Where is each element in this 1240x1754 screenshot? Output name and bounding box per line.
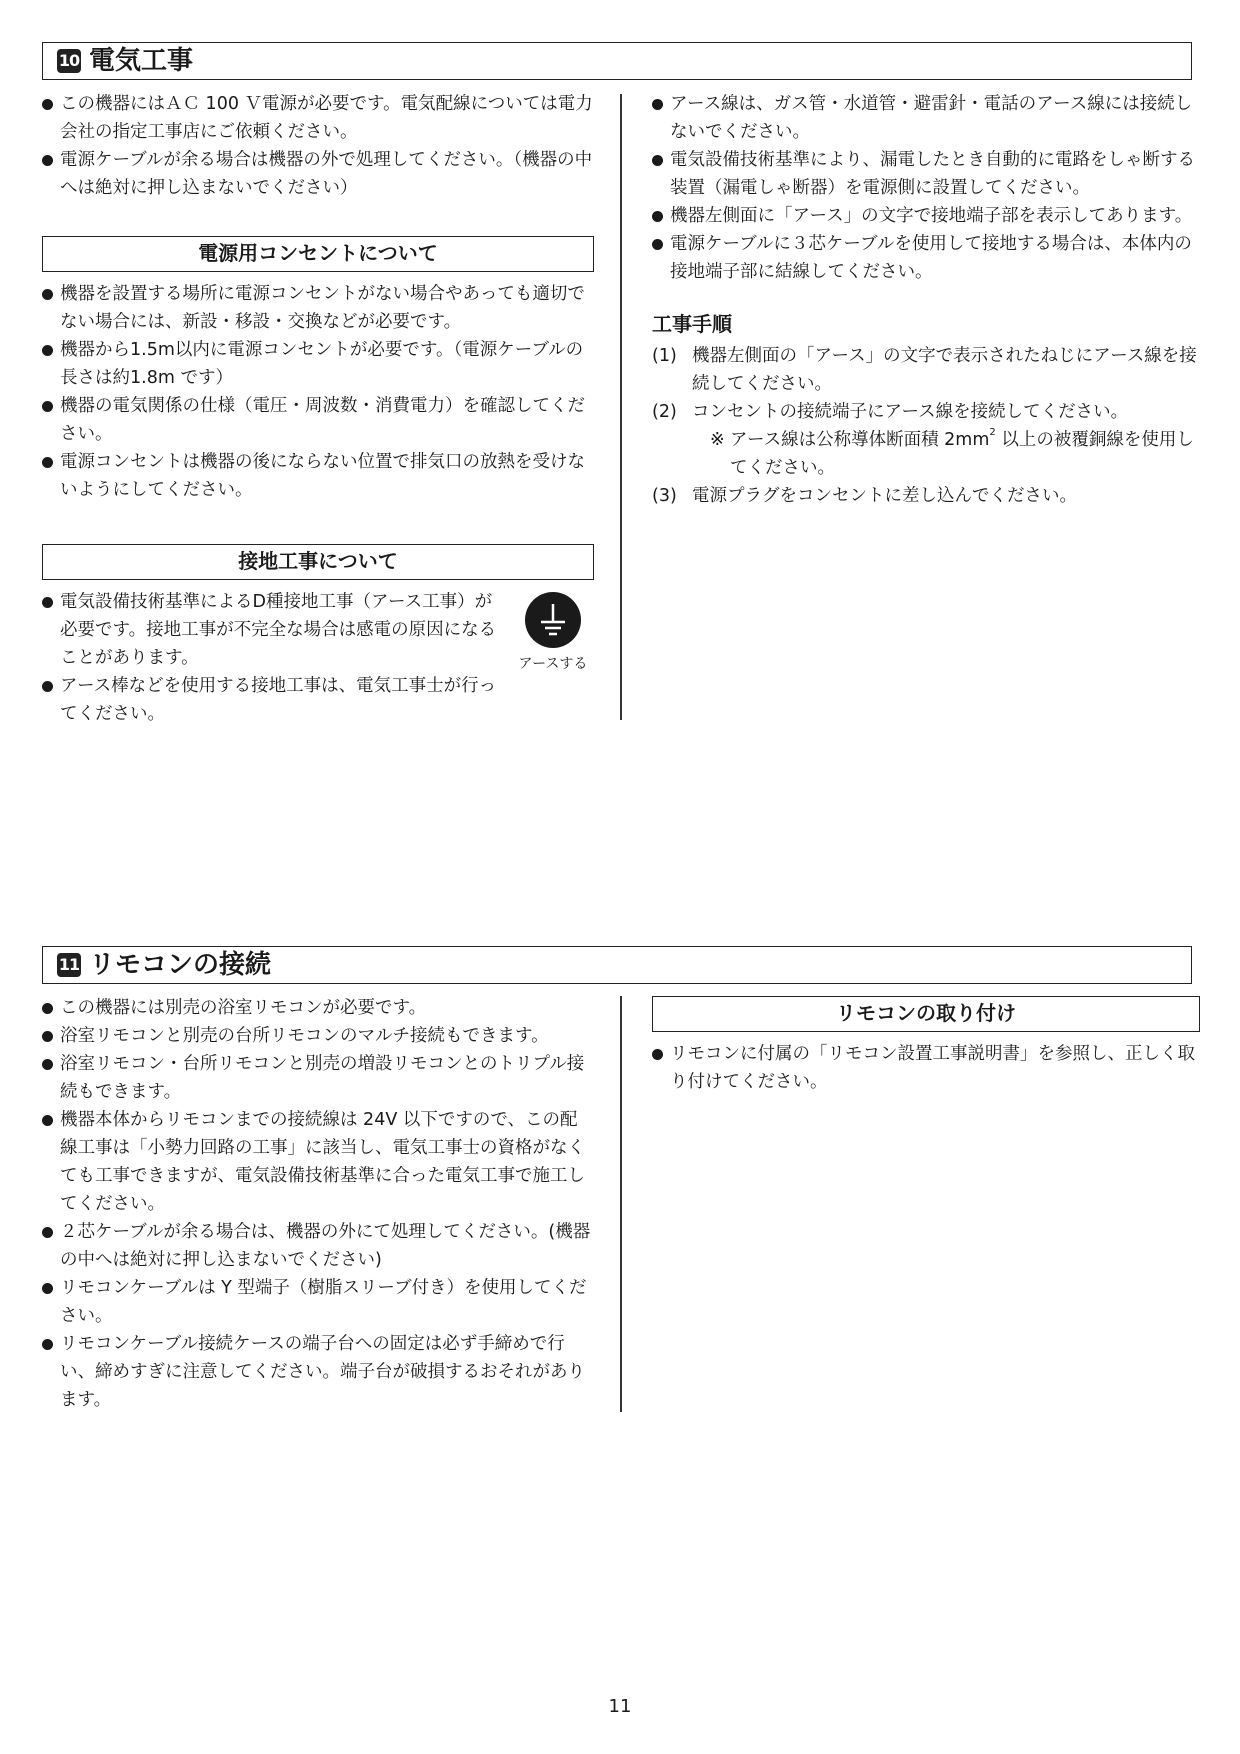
remote-connection-list <box>42 994 594 1414</box>
list-item: 機器左側面に「アース」の文字で接地端子部を表示してあります。 <box>652 202 1202 230</box>
list-item: 浴室リモコンと別売の台所リモコンのマルチ接続もできます。 <box>42 1022 594 1050</box>
step-item: (2) コンセントの接続端子にアース線を接続してください。 ※ アース線は公称導体断面積 $2mm^2$ 以上の被覆銅線を使用してください。 <box>652 398 1202 482</box>
bullet-icon <box>42 1227 53 1238</box>
list-item: 浴室リモコン・台所リモコンと別売の増設リモコンとのトリプル接続もできます。 <box>42 1050 594 1106</box>
outlet-heading: 電源用コンセントについて <box>42 236 594 272</box>
procedure-heading: 工事手順 <box>652 312 732 336</box>
section-number-badge: 11 <box>57 953 81 977</box>
bullet-icon <box>42 345 53 356</box>
earth-list <box>652 90 1202 286</box>
list-item: 電源コンセントは機器の後にならない位置で排気口の放熱を受けないようにしてください。 <box>42 448 594 504</box>
bullet-icon <box>42 1115 53 1126</box>
ground-caption: アースする <box>518 656 588 672</box>
list-item: 機器本体からリモコンまでの接続線は 24V 以下ですので、この配線工事は「小勢力回路の工事」に該当し、電気工事士の資格がなくても工事できますが、電気設備技術基準に合った電気工事で施工してください。 <box>42 1106 594 1218</box>
remote-mounting-list <box>652 1040 1200 1096</box>
section-title: リモコンの接続 <box>89 950 272 980</box>
bullet-icon <box>42 99 53 110</box>
list-item: 電気設備技術基準によるD種接地工事（アース工事）が必要です。接地工事が不完全な場合は感電の原因になることがあります。 <box>42 588 508 672</box>
remote-mounting-heading: リモコンの取り付け <box>652 996 1200 1032</box>
section-11-header <box>42 946 1192 984</box>
page-number: 11 <box>608 1696 632 1717</box>
electrical-intro-list <box>42 90 594 202</box>
bullet-icon <box>42 681 53 692</box>
list-item: 機器の電気関係の仕様（電圧・周波数・消費電力）を確認してください。 <box>42 392 594 448</box>
bullet-icon <box>42 155 53 166</box>
ground-icon <box>525 592 581 648</box>
column-divider <box>620 996 622 1412</box>
list-item: 電気設備技術基準により、漏電したとき自動的に電路をしゃ断する装置（漏電しゃ断器）を電源側に設置してください。 <box>652 146 1202 202</box>
list-item: リモコンケーブルは Y 型端子（樹脂スリーブ付き）を使用してください。 <box>42 1274 594 1330</box>
step-item: (3) 電源プラグをコンセントに差し込んでください。 <box>652 486 1077 506</box>
column-divider <box>620 94 622 720</box>
list-item: リモコンケーブル接続ケースの端子台への固定は必ず手締めで行い、締めすぎに注意してください。端子台が破損するおそれがあります。 <box>42 1330 594 1414</box>
bullet-icon <box>42 597 53 608</box>
grounding-heading: 接地工事について <box>42 544 594 580</box>
bullet-icon <box>652 1049 663 1060</box>
list-item: この機器には別売の浴室リモコンが必要です。 <box>42 994 594 1022</box>
bullet-icon <box>42 1031 53 1042</box>
bullet-icon <box>652 211 663 222</box>
outlet-list <box>42 280 594 504</box>
section-number-badge: 10 <box>57 49 81 73</box>
bullet-icon <box>42 1283 53 1294</box>
step-item: (1) 機器左側面の「アース」の文字で表示されたねじにアース線を接続してください。 <box>652 346 1197 394</box>
list-item: ２芯ケーブルが余る場合は、機器の外にて処理してください。(機器の中へは絶対に押し込まないでください) <box>42 1218 594 1274</box>
list-item: アース線は、ガス管・水道管・避雷針・電話のアース線には接続しないでください。 <box>652 90 1202 146</box>
bullet-icon <box>42 1059 53 1070</box>
bullet-icon <box>42 457 53 468</box>
list-item: 電源ケーブルに３芯ケーブルを使用して接地する場合は、本体内の接地端子部に結線してください。 <box>652 230 1202 286</box>
list-item: 機器から1.5m以内に電源コンセントが必要です。（電源ケーブルの長さは約1.8m です） <box>42 336 594 392</box>
section-title: 電気工事 <box>89 46 194 76</box>
list-item: 機器を設置する場所に電源コンセントがない場合やあっても適切でない場合には、新設・移設・交換などが必要です。 <box>42 280 594 336</box>
list-item: 電源ケーブルが余る場合は機器の外で処理してください。（機器の中へは絶対に押し込まないでください） <box>42 146 594 202</box>
section-10-header <box>42 42 1192 80</box>
bullet-icon <box>42 401 53 412</box>
list-item: リモコンに付属の「リモコン設置工事説明書」を参照し、正しく取り付けてください。 <box>652 1040 1200 1096</box>
list-item: アース棒などを使用する接地工事は、電気工事士が行ってください。 <box>42 672 508 728</box>
bullet-icon <box>652 239 663 250</box>
bullet-icon <box>652 155 663 166</box>
list-item: この機器にはＡＣ 100 Ｖ電源が必要です。電気配線については電力会社の指定工事店にご依頼ください。 <box>42 90 594 146</box>
bullet-icon <box>42 289 53 300</box>
bullet-icon <box>42 1339 53 1350</box>
grounding-list <box>42 588 508 728</box>
bullet-icon <box>42 1003 53 1014</box>
procedure-steps <box>652 342 1202 510</box>
bullet-icon <box>652 99 663 110</box>
step-note: ※ アース線は公称導体断面積 $2mm^2$ 以上の被覆銅線を使用してください。 <box>710 427 1194 478</box>
ground-symbol <box>518 592 588 674</box>
